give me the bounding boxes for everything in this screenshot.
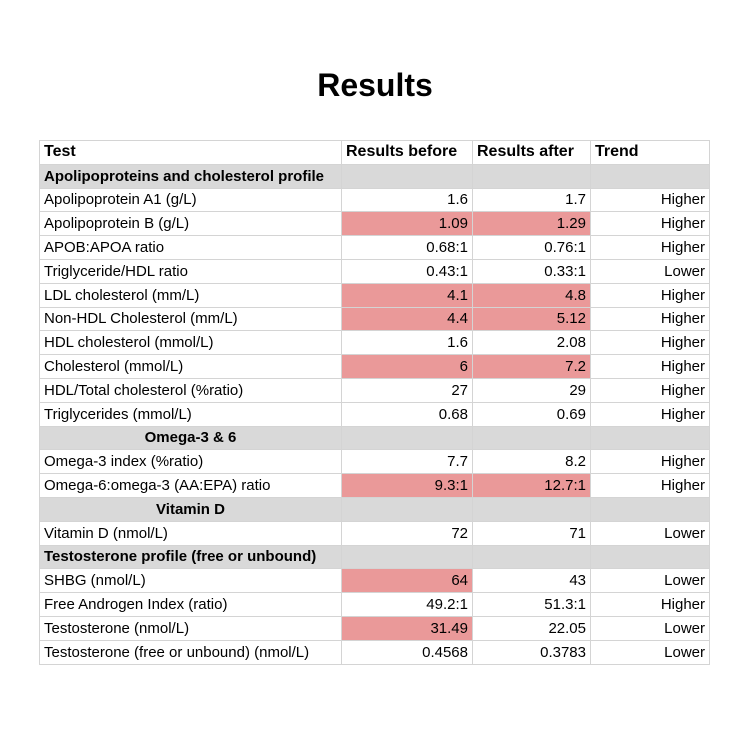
trend-cell: Higher — [591, 593, 710, 617]
section-empty-cell — [473, 164, 591, 188]
test-name-cell: Non-HDL Cholesterol (mm/L) — [40, 307, 342, 331]
test-name-cell: APOB:APOA ratio — [40, 236, 342, 260]
table-row — [40, 331, 710, 355]
result-before-cell: 6 — [342, 355, 473, 379]
result-before-cell: 4.4 — [342, 307, 473, 331]
trend-cell: Lower — [591, 616, 710, 640]
result-before-cell: 0.4568 — [342, 640, 473, 664]
test-name-cell: Triglycerides (mmol/L) — [40, 402, 342, 426]
trend-cell: Higher — [591, 355, 710, 379]
table-row — [40, 307, 710, 331]
header-row — [40, 141, 710, 165]
results-table — [39, 140, 710, 665]
trend-cell: Higher — [591, 450, 710, 474]
table-row — [40, 640, 710, 664]
table-row — [40, 378, 710, 402]
section-empty-cell — [342, 164, 473, 188]
section-row — [40, 164, 710, 188]
result-before-cell: 9.3:1 — [342, 474, 473, 498]
column-header-test: Test — [40, 141, 342, 165]
result-after-cell: 12.7:1 — [473, 474, 591, 498]
test-name-cell: Apolipoprotein B (g/L) — [40, 212, 342, 236]
result-after-cell: 7.2 — [473, 355, 591, 379]
result-after-cell: 5.12 — [473, 307, 591, 331]
result-after-cell: 8.2 — [473, 450, 591, 474]
result-before-cell: 0.68 — [342, 402, 473, 426]
section-empty-cell — [591, 545, 710, 569]
test-name-cell: SHBG (nmol/L) — [40, 569, 342, 593]
trend-cell: Higher — [591, 474, 710, 498]
result-after-cell: 4.8 — [473, 283, 591, 307]
trend-cell: Higher — [591, 402, 710, 426]
result-before-cell: 64 — [342, 569, 473, 593]
result-after-cell: 71 — [473, 521, 591, 545]
result-after-cell: 51.3:1 — [473, 593, 591, 617]
section-empty-cell — [473, 545, 591, 569]
column-header-results-before: Results before — [342, 141, 473, 165]
result-before-cell: 4.1 — [342, 283, 473, 307]
section-empty-cell — [342, 545, 473, 569]
result-before-cell: 0.68:1 — [342, 236, 473, 260]
test-name-cell: Cholesterol (mmol/L) — [40, 355, 342, 379]
table-row — [40, 402, 710, 426]
test-name-cell: HDL cholesterol (mmol/L) — [40, 331, 342, 355]
test-name-cell: Free Androgen Index (ratio) — [40, 593, 342, 617]
trend-cell: Higher — [591, 378, 710, 402]
table-row — [40, 593, 710, 617]
table-row — [40, 616, 710, 640]
section-empty-cell — [591, 164, 710, 188]
trend-cell: Higher — [591, 307, 710, 331]
result-after-cell: 1.29 — [473, 212, 591, 236]
table-row — [40, 283, 710, 307]
section-row — [40, 545, 710, 569]
section-empty-cell — [342, 497, 473, 521]
table-row — [40, 188, 710, 212]
section-row — [40, 497, 710, 521]
result-after-cell: 29 — [473, 378, 591, 402]
trend-cell: Lower — [591, 259, 710, 283]
trend-cell: Lower — [591, 569, 710, 593]
result-before-cell: 0.43:1 — [342, 259, 473, 283]
test-name-cell: Triglyceride/HDL ratio — [40, 259, 342, 283]
result-after-cell: 1.7 — [473, 188, 591, 212]
result-after-cell: 0.76:1 — [473, 236, 591, 260]
section-row — [40, 426, 710, 450]
result-after-cell: 0.3783 — [473, 640, 591, 664]
trend-cell: Higher — [591, 236, 710, 260]
result-after-cell: 22.05 — [473, 616, 591, 640]
result-after-cell: 0.33:1 — [473, 259, 591, 283]
section-label: Testosterone profile (free or unbound) — [40, 545, 342, 569]
page-title: Results — [317, 67, 433, 103]
test-name-cell: HDL/Total cholesterol (%ratio) — [40, 378, 342, 402]
trend-cell: Lower — [591, 640, 710, 664]
result-before-cell: 1.6 — [342, 331, 473, 355]
section-empty-cell — [342, 426, 473, 450]
test-name-cell: Omega-3 index (%ratio) — [40, 450, 342, 474]
table-row — [40, 236, 710, 260]
result-before-cell: 7.7 — [342, 450, 473, 474]
table-row — [40, 521, 710, 545]
trend-cell: Higher — [591, 212, 710, 236]
result-before-cell: 1.09 — [342, 212, 473, 236]
trend-cell: Lower — [591, 521, 710, 545]
result-after-cell: 2.08 — [473, 331, 591, 355]
result-before-cell: 27 — [342, 378, 473, 402]
table-row — [40, 259, 710, 283]
column-header-trend: Trend — [591, 141, 710, 165]
test-name-cell: Testosterone (free or unbound) (nmol/L) — [40, 640, 342, 664]
table-row — [40, 450, 710, 474]
result-after-cell: 43 — [473, 569, 591, 593]
result-before-cell: 72 — [342, 521, 473, 545]
section-empty-cell — [473, 426, 591, 450]
section-empty-cell — [591, 426, 710, 450]
test-name-cell: Vitamin D (nmol/L) — [40, 521, 342, 545]
trend-cell: Higher — [591, 331, 710, 355]
section-label: Vitamin D — [40, 497, 342, 521]
test-name-cell: LDL cholesterol (mm/L) — [40, 283, 342, 307]
result-before-cell: 49.2:1 — [342, 593, 473, 617]
table-row — [40, 212, 710, 236]
result-before-cell: 31.49 — [342, 616, 473, 640]
result-before-cell: 1.6 — [342, 188, 473, 212]
section-empty-cell — [473, 497, 591, 521]
test-name-cell: Apolipoprotein A1 (g/L) — [40, 188, 342, 212]
section-label: Apolipoproteins and cholesterol profile — [40, 164, 342, 188]
table-row — [40, 569, 710, 593]
trend-cell: Higher — [591, 283, 710, 307]
section-empty-cell — [591, 497, 710, 521]
column-header-results-after: Results after — [473, 141, 591, 165]
result-after-cell: 0.69 — [473, 402, 591, 426]
table-row — [40, 474, 710, 498]
test-name-cell: Testosterone (nmol/L) — [40, 616, 342, 640]
table-row — [40, 355, 710, 379]
test-name-cell: Omega-6:omega-3 (AA:EPA) ratio — [40, 474, 342, 498]
section-label: Omega-3 & 6 — [40, 426, 342, 450]
trend-cell: Higher — [591, 188, 710, 212]
